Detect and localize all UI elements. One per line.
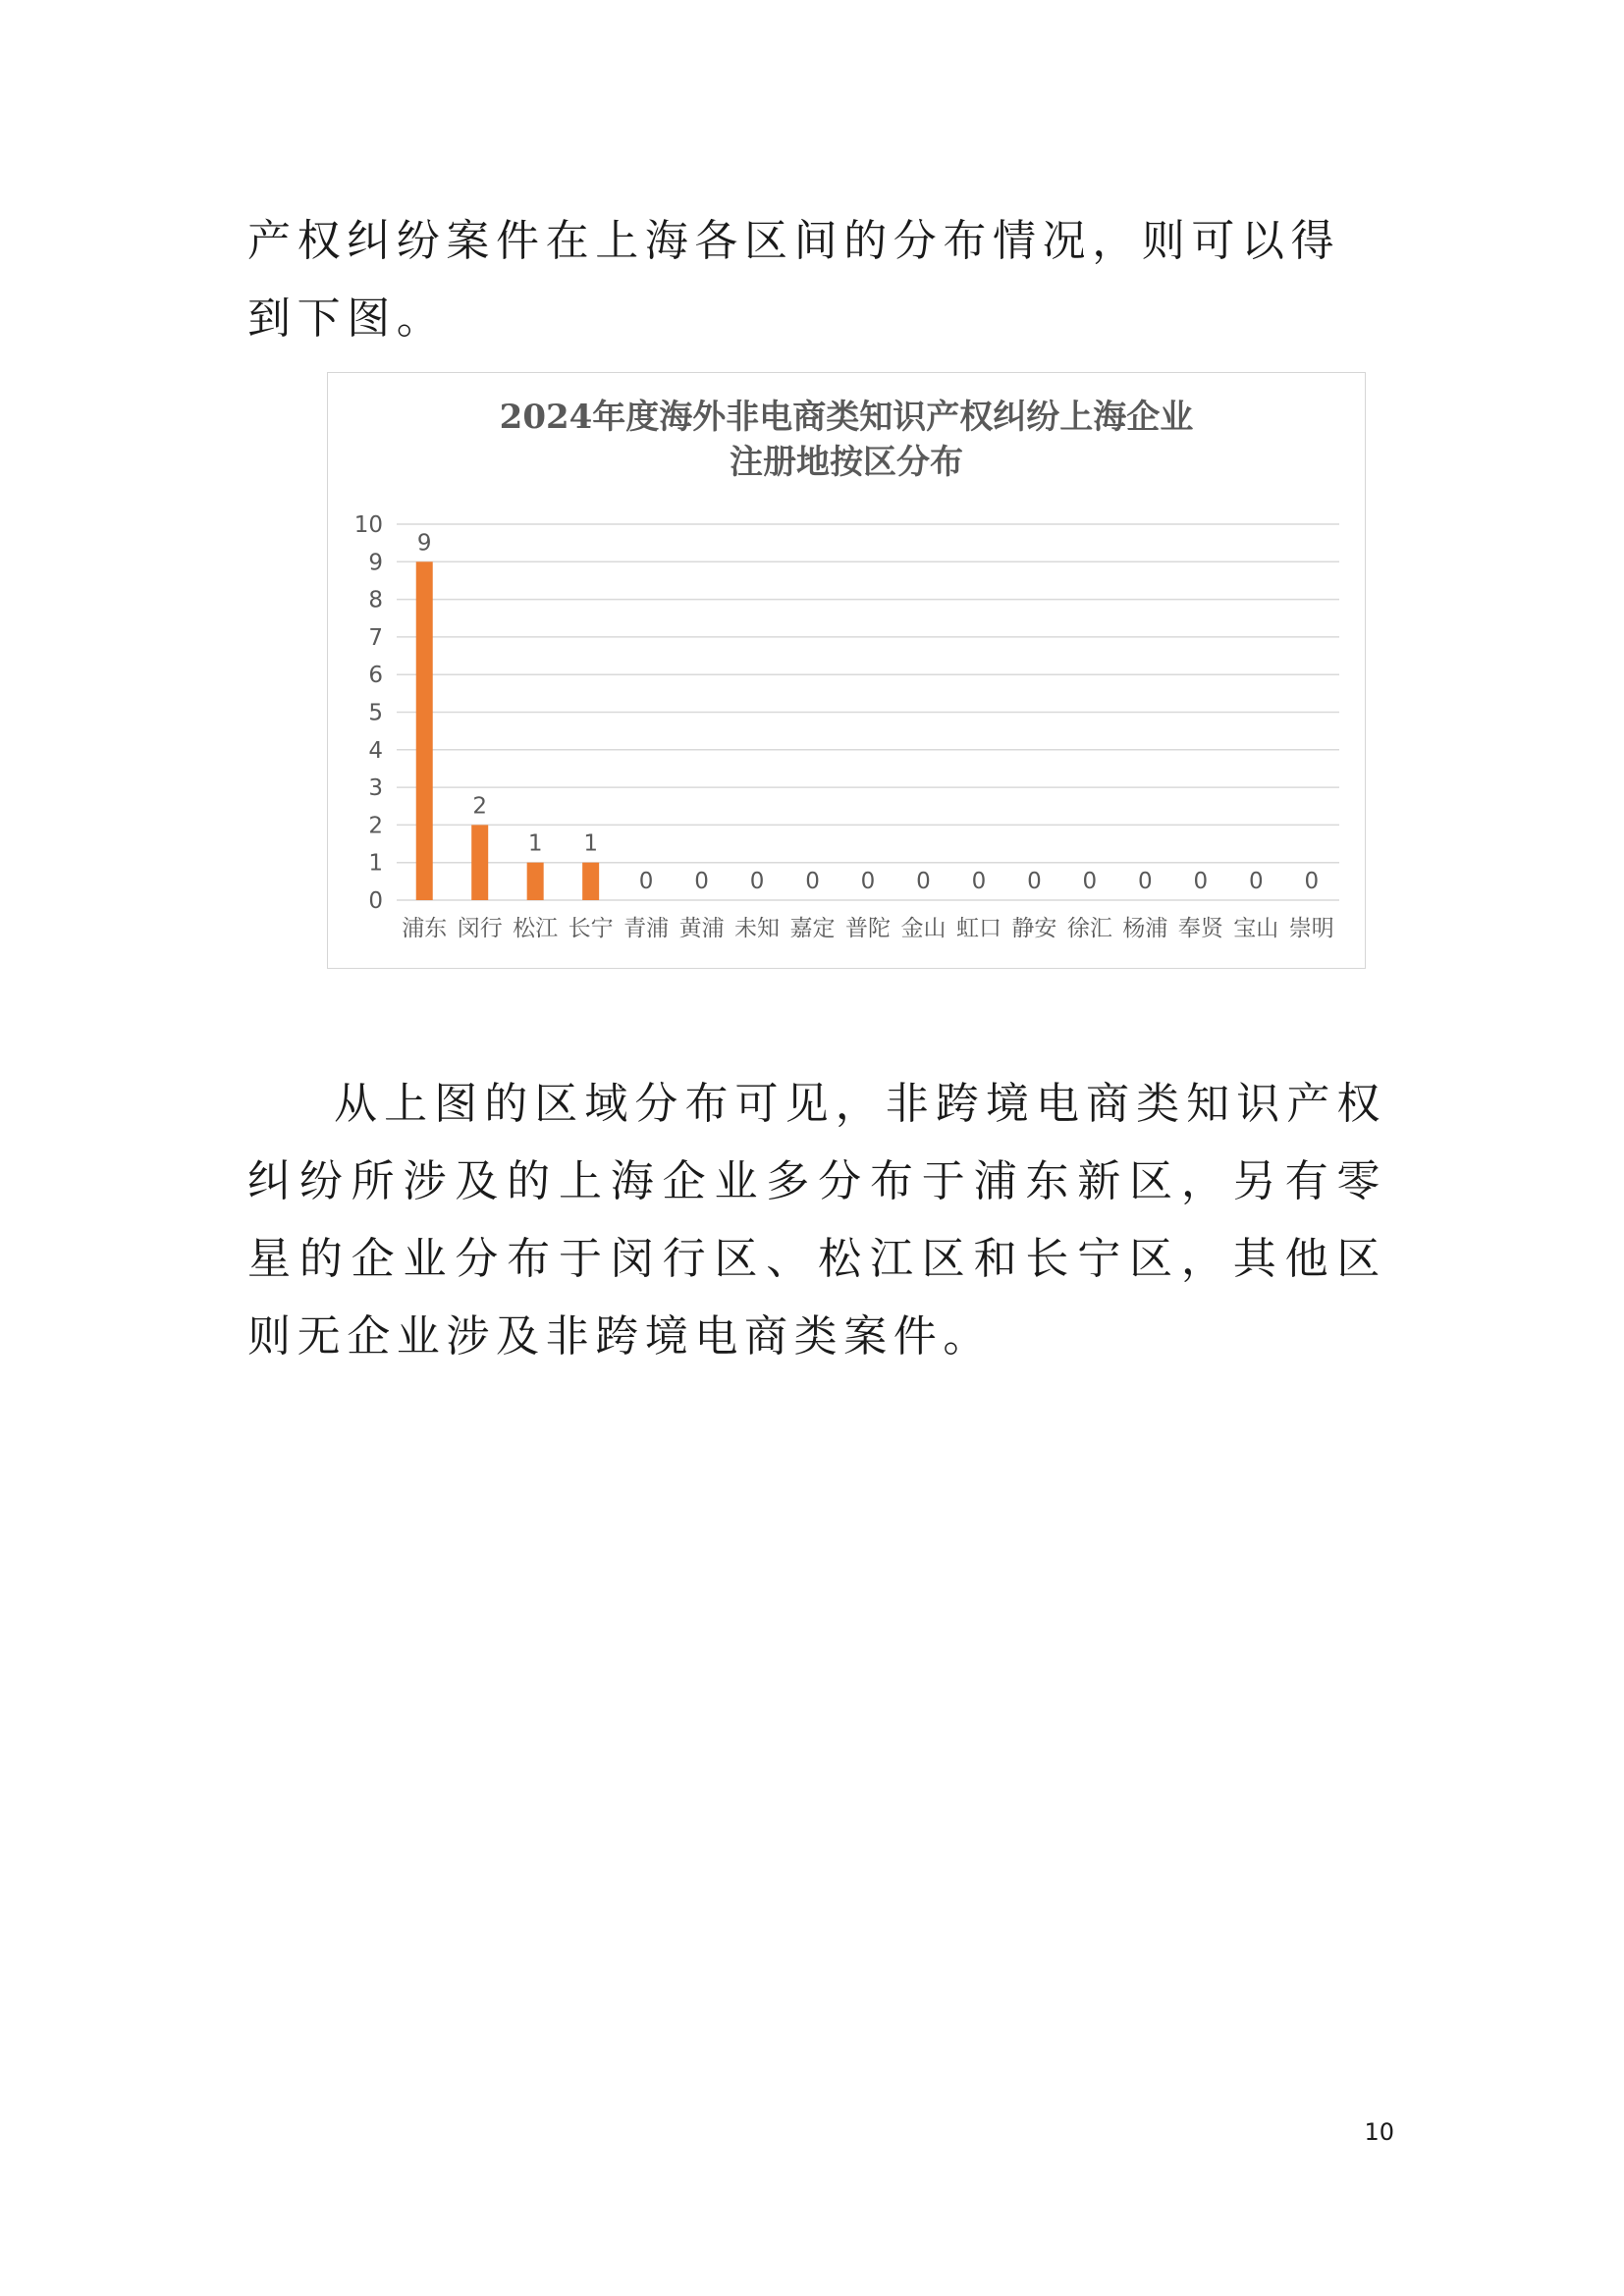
- x-tick-label-静安: 静安: [1011, 916, 1057, 941]
- data-label-虹口: 0: [971, 869, 987, 894]
- x-tick-label-闵行: 闵行: [457, 916, 503, 941]
- data-label-闵行: 2: [472, 793, 488, 820]
- x-tick-label-徐汇: 徐汇: [1066, 916, 1112, 941]
- data-label-青浦: 0: [638, 869, 654, 894]
- x-tick-label-黄浦: 黄浦: [678, 916, 725, 941]
- data-label-黄浦: 0: [694, 869, 709, 894]
- chart-title-line2: 注册地按区分布: [730, 443, 963, 482]
- y-tick-label-2: 2: [368, 813, 383, 839]
- bar-长宁: [582, 863, 599, 900]
- x-tick-label-普陀: 普陀: [845, 916, 891, 941]
- x-tick-label-长宁: 长宁: [568, 916, 614, 941]
- x-tick-label-虹口: 虹口: [955, 916, 1001, 941]
- y-tick-label-7: 7: [368, 624, 383, 651]
- intro-paragraph: 产权纠纷案件在上海各区间的分布情况，则可以得到下图。: [247, 216, 1341, 344]
- chart-title-line1: 2024年度海外非电商类知识产权纠纷上海企业: [499, 398, 1194, 437]
- y-tick-label-9: 9: [368, 550, 383, 576]
- x-tick-label-金山: 金山: [900, 916, 947, 941]
- y-tick-label-8: 8: [368, 587, 383, 614]
- x-tick-label-宝山: 宝山: [1233, 916, 1279, 941]
- y-tick-label-6: 6: [368, 663, 383, 689]
- data-label-静安: 0: [1027, 869, 1042, 894]
- y-tick-label-1: 1: [368, 850, 383, 877]
- data-label-松江: 1: [527, 830, 543, 857]
- data-label-徐汇: 0: [1082, 869, 1098, 894]
- bar-chart: [327, 372, 1366, 969]
- data-label-宝山: 0: [1248, 869, 1264, 894]
- data-label-金山: 0: [916, 869, 931, 894]
- x-tick-label-松江: 松江: [513, 916, 559, 941]
- data-label-嘉定: 0: [805, 869, 820, 894]
- data-label-普陀: 0: [860, 869, 876, 894]
- data-label-长宁: 1: [583, 830, 598, 857]
- y-tick-label-0: 0: [368, 888, 383, 914]
- x-tick-label-浦东: 浦东: [402, 916, 448, 941]
- x-tick-label-奉贤: 奉贤: [1177, 916, 1223, 941]
- y-tick-label-4: 4: [368, 737, 383, 764]
- bar-松江: [527, 863, 544, 900]
- x-tick-label-青浦: 青浦: [623, 916, 670, 941]
- y-tick-label-10: 10: [353, 512, 383, 538]
- data-label-未知: 0: [749, 869, 765, 894]
- x-tick-label-杨浦: 杨浦: [1122, 916, 1168, 941]
- y-tick-label-3: 3: [368, 775, 383, 802]
- data-label-奉贤: 0: [1193, 869, 1209, 894]
- bar-闵行: [471, 825, 488, 900]
- x-tick-label-嘉定: 嘉定: [789, 916, 836, 941]
- x-tick-label-未知: 未知: [734, 916, 781, 941]
- data-label-杨浦: 0: [1138, 869, 1153, 894]
- chart-plot-area: [328, 373, 1365, 968]
- bar-浦东: [416, 561, 433, 900]
- analysis-paragraph: 从上图的区域分布可见，非跨境电商类知识产权纠纷所涉及的上海企业多分布于浦东新区，另有零星的企业分布于闵行区、松江区和长宁区，其他区则无企业涉及非跨境电商类案件。: [247, 1079, 1386, 1362]
- data-label-浦东: 9: [416, 530, 432, 557]
- data-label-崇明: 0: [1304, 869, 1320, 894]
- y-tick-label-5: 5: [368, 700, 383, 726]
- page-number: 10: [1364, 2118, 1394, 2146]
- x-tick-label-崇明: 崇明: [1288, 916, 1334, 941]
